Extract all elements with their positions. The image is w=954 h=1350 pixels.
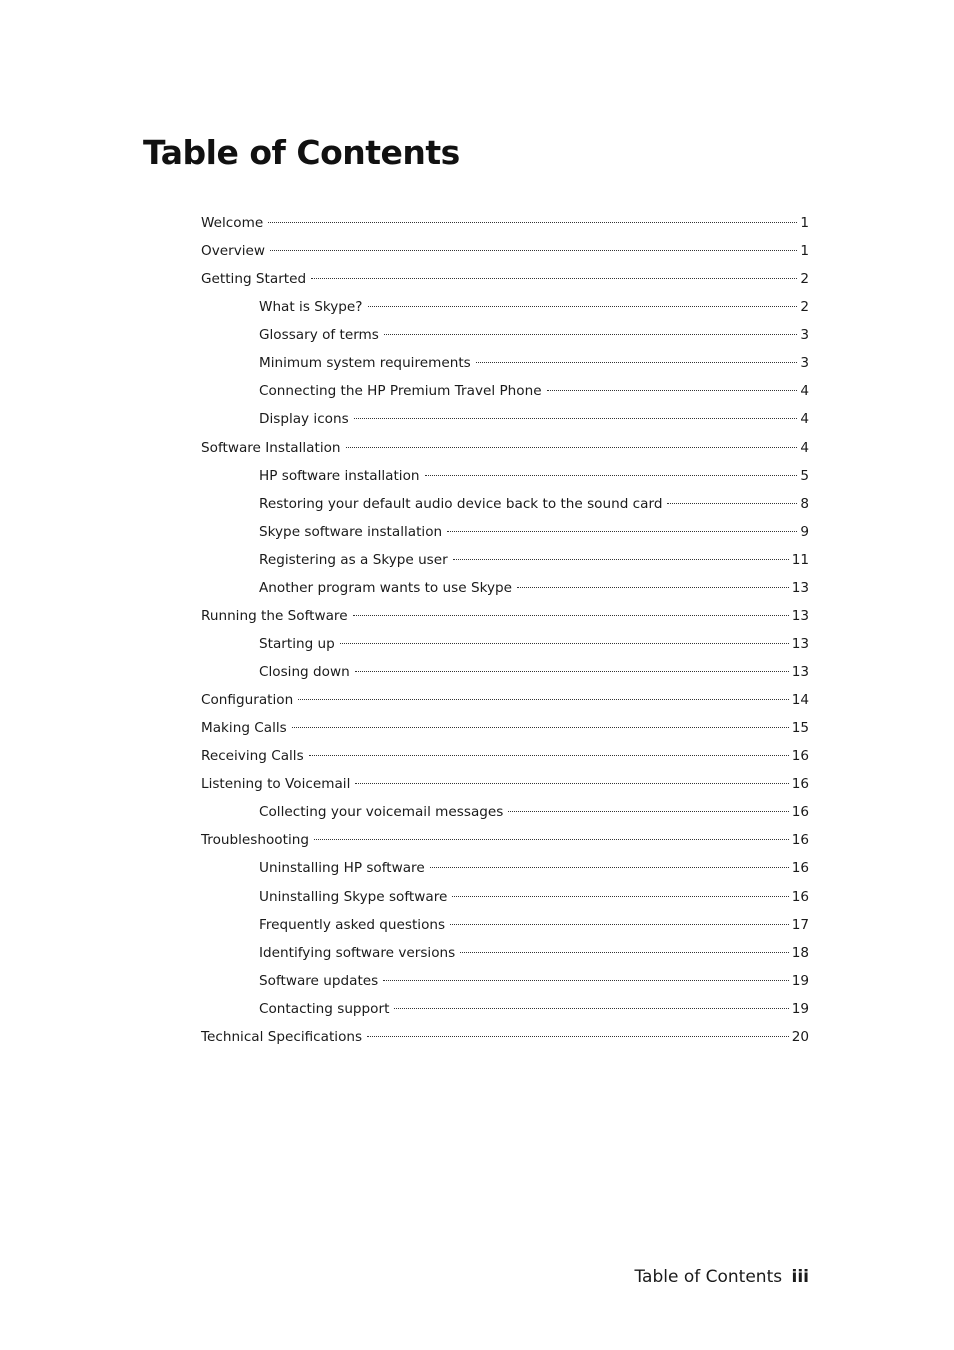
- toc-entry-page: 11: [791, 551, 809, 568]
- toc-entry-title: Overview: [201, 243, 265, 260]
- toc-entry[interactable]: [201, 321, 809, 349]
- toc-entry[interactable]: [201, 490, 809, 518]
- toc-dot-leader: [314, 839, 789, 840]
- toc-entry[interactable]: [201, 237, 809, 265]
- toc-dot-leader: [367, 1036, 789, 1037]
- toc-entry-title: Running the Software: [201, 607, 348, 624]
- footer-label: Table of Contents: [634, 1267, 783, 1287]
- toc-dot-leader: [298, 699, 788, 700]
- toc-entry-title: Contacting support: [259, 1000, 390, 1017]
- toc-entry[interactable]: [201, 798, 809, 826]
- toc-dot-leader: [425, 475, 798, 476]
- toc-entry-page: 13: [791, 635, 809, 652]
- toc-entry-page: 18: [791, 944, 809, 961]
- toc-entry-page: 16: [791, 832, 809, 849]
- toc-entry-title: Getting Started: [201, 271, 307, 288]
- toc-entry-title: Frequently asked questions: [259, 916, 446, 933]
- toc-entry-title: Identifying software versions: [259, 944, 456, 961]
- toc-entry[interactable]: [201, 658, 809, 686]
- toc-entry-title: Collecting your voicemail messages: [259, 804, 504, 821]
- toc-entry[interactable]: [201, 405, 809, 433]
- toc-entry-page: 5: [800, 467, 809, 484]
- toc-entry-page: 16: [791, 804, 809, 821]
- toc-dot-leader: [383, 980, 788, 981]
- toc-entry-title: Glossary of terms: [259, 327, 379, 344]
- toc-entry[interactable]: [201, 293, 809, 321]
- toc-entry-page: 16: [791, 748, 809, 765]
- toc-entry[interactable]: [201, 939, 809, 967]
- footer-page-number: iii: [791, 1267, 809, 1287]
- toc-dot-leader: [517, 587, 789, 588]
- toc-entry[interactable]: [201, 854, 809, 882]
- toc-entry[interactable]: [201, 574, 809, 602]
- toc-entry-page: 1: [800, 243, 809, 260]
- toc-entry-title: Registering as a Skype user: [259, 551, 448, 568]
- toc-dot-leader: [270, 250, 797, 251]
- toc-entry-page: 9: [800, 523, 809, 540]
- toc-entry-page: 13: [791, 579, 809, 596]
- toc-dot-leader: [309, 755, 789, 756]
- toc-dot-leader: [353, 615, 789, 616]
- toc-entry-title: Welcome: [201, 215, 264, 231]
- toc-entry-page: 3: [800, 355, 809, 372]
- toc-entry-title: Closing down: [259, 664, 350, 680]
- toc-dot-leader: [460, 952, 788, 953]
- toc-dot-leader: [292, 727, 789, 728]
- toc-entry-title: Uninstalling Skype software: [259, 888, 448, 905]
- toc-dot-leader: [268, 222, 797, 223]
- toc-entry-title: What is Skype?: [259, 299, 363, 316]
- toc-entry[interactable]: [201, 883, 809, 911]
- toc-entry-page: 16: [791, 776, 809, 793]
- toc-entry-title: HP software installation: [259, 467, 420, 484]
- toc-entry-page: 20: [791, 1028, 809, 1045]
- toc-dot-leader: [476, 362, 798, 363]
- toc-entry[interactable]: [201, 546, 809, 574]
- toc-entry[interactable]: [201, 742, 809, 770]
- toc-entry-title: Another program wants to use Skype: [259, 579, 512, 596]
- toc-entry-title: Skype software installation: [259, 523, 443, 540]
- toc-dot-leader: [368, 306, 798, 307]
- toc-entry[interactable]: [201, 434, 809, 462]
- toc-entry[interactable]: [201, 630, 809, 658]
- toc-entry-page: 19: [791, 1000, 809, 1017]
- toc-entry-title: Receiving Calls: [201, 748, 304, 765]
- toc-entry-title: Technical Specifications: [201, 1028, 363, 1045]
- toc-entry-title: Restoring your default audio device back to the sound card: [259, 495, 663, 512]
- toc-dot-leader: [430, 867, 789, 868]
- table-of-contents: [201, 209, 809, 1051]
- toc-entry-page: 4: [800, 439, 809, 456]
- toc-dot-leader: [394, 1008, 788, 1009]
- toc-entry-title: Configuration: [201, 692, 294, 709]
- toc-entry[interactable]: [201, 265, 809, 293]
- toc-entry-page: 15: [791, 720, 809, 737]
- toc-entry-page: 4: [800, 383, 809, 400]
- toc-entry[interactable]: [201, 911, 809, 939]
- toc-dot-leader: [311, 278, 797, 279]
- toc-entry-page: 2: [800, 271, 809, 288]
- toc-entry-page: 4: [800, 411, 809, 428]
- toc-dot-leader: [452, 896, 788, 897]
- toc-entry-page: 1: [800, 215, 809, 231]
- toc-dot-leader: [450, 924, 789, 925]
- page-title: Table of Contents: [143, 133, 460, 172]
- toc-entry-title: Software Installation: [201, 439, 341, 456]
- toc-entry-title: Troubleshooting: [201, 832, 309, 849]
- page-footer: [634, 1267, 809, 1287]
- toc-entry[interactable]: [201, 462, 809, 490]
- toc-entry[interactable]: [201, 714, 809, 742]
- toc-dot-leader: [667, 503, 797, 504]
- toc-entry-page: 19: [791, 972, 809, 989]
- toc-entry-title: Starting up: [259, 635, 335, 652]
- toc-entry-title: Display icons: [259, 411, 349, 428]
- toc-entry-page: 14: [791, 692, 809, 709]
- toc-entry[interactable]: [201, 967, 809, 995]
- toc-entry[interactable]: [201, 770, 809, 798]
- toc-entry-page: 2: [800, 299, 809, 316]
- toc-entry-page: 16: [791, 860, 809, 877]
- toc-dot-leader: [355, 783, 788, 784]
- toc-entry[interactable]: [201, 349, 809, 377]
- toc-dot-leader: [547, 390, 798, 391]
- toc-entry-page: 8: [800, 495, 809, 512]
- toc-dot-leader: [384, 334, 797, 335]
- toc-entry-page: 13: [791, 664, 809, 680]
- toc-dot-leader: [447, 531, 797, 532]
- toc-entry[interactable]: [201, 995, 809, 1023]
- toc-entry[interactable]: [201, 826, 809, 854]
- toc-entry[interactable]: [201, 518, 809, 546]
- toc-entry-page: 16: [791, 888, 809, 905]
- toc-entry-page: 3: [800, 327, 809, 344]
- toc-entry-title: Listening to Voicemail: [201, 776, 351, 793]
- toc-entry[interactable]: [201, 686, 809, 714]
- toc-entry-title: Making Calls: [201, 720, 287, 737]
- toc-dot-leader: [508, 811, 788, 812]
- toc-dot-leader: [346, 447, 798, 448]
- toc-entry-page: 17: [791, 916, 809, 933]
- toc-entry-title: Minimum system requirements: [259, 355, 471, 372]
- toc-entry[interactable]: [201, 1023, 809, 1051]
- toc-entry-page: 13: [791, 607, 809, 624]
- toc-entry-title: Connecting the HP Premium Travel Phone: [259, 383, 542, 400]
- toc-dot-leader: [354, 418, 798, 419]
- toc-entry[interactable]: [201, 209, 809, 237]
- toc-dot-leader: [453, 559, 789, 560]
- toc-dot-leader: [340, 643, 789, 644]
- toc-entry[interactable]: [201, 377, 809, 405]
- toc-entry-title: Uninstalling HP software: [259, 860, 425, 877]
- toc-entry[interactable]: [201, 602, 809, 630]
- toc-entry-title: Software updates: [259, 972, 379, 989]
- toc-dot-leader: [355, 671, 789, 672]
